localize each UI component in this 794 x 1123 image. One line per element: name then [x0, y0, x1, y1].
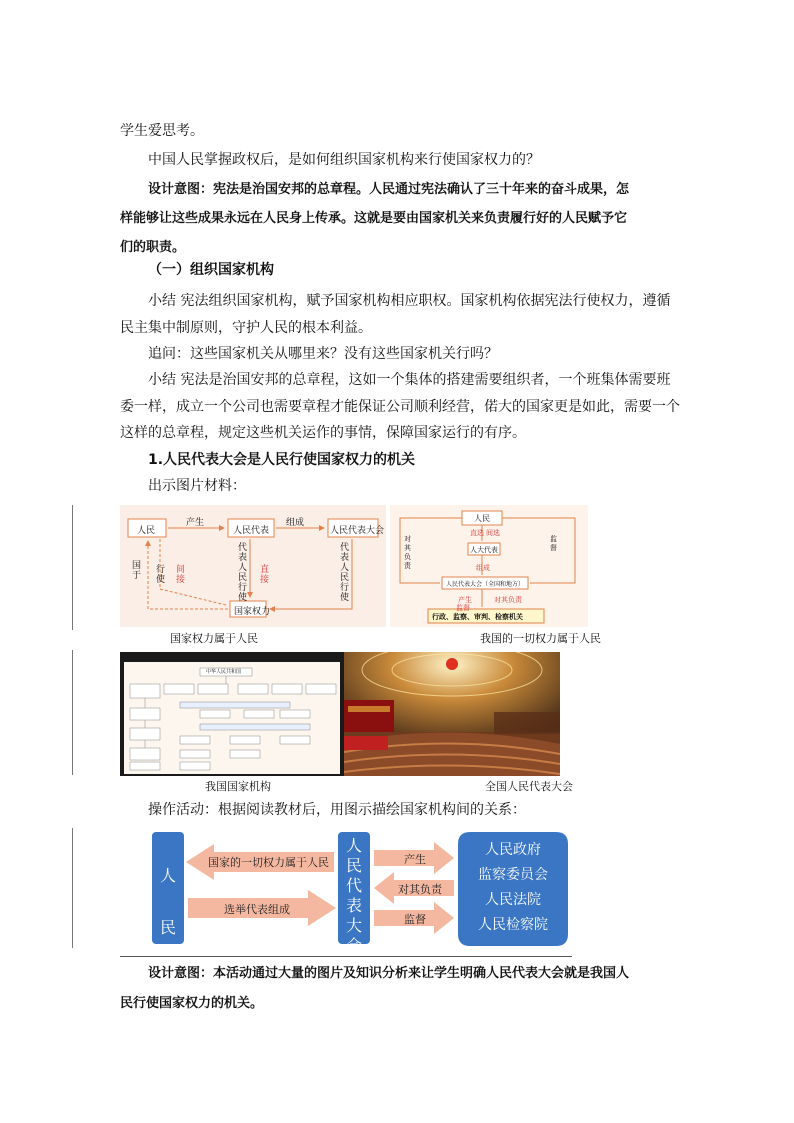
summary-1-line2: 民主集中制原则，守护人民的根本利益。	[120, 320, 372, 336]
design-intent-1-line2: 样能够让这些成果永远在人民身上传承。这就是要由国家机关来负责履行好的人民赋予它	[120, 211, 628, 226]
diagram-arrow-top: 国家的一切权力属于人民	[208, 856, 329, 869]
diagram-organ-supervision: 监察委员会	[478, 867, 548, 883]
fig1-produce: 产生	[186, 518, 205, 528]
diagram-arrow-bottom: 选举代表组成	[224, 903, 290, 916]
fig2-bottom: 行政、监察、审判、检察机关	[432, 613, 523, 621]
summary-2-line2: 委一样，成立一个公司也需要章程才能保证公司顺利经营，偌大的国家更是如此，需要一个	[120, 399, 680, 415]
fig1-people: 人民	[137, 526, 156, 536]
design-intent-2-line1: 设计意图：本活动通过大量的图片及知识分析来让学生明确人民代表大会就是我国人	[148, 966, 630, 981]
margin-bar	[72, 505, 73, 630]
figure-state-organs-chart	[120, 652, 344, 776]
fig1-vert2: 代表人民行使	[340, 543, 350, 603]
figure-power-belongs-to-people	[120, 505, 386, 627]
margin-bar	[72, 650, 73, 775]
diagram-responsible: 对其负责	[398, 883, 442, 896]
show-pictures-label: 出示图片材料：	[148, 478, 246, 494]
diagram-npc	[338, 836, 370, 956]
caption-figure-1: 国家权力属于人民	[170, 632, 258, 645]
fig2-people: 人民	[474, 514, 490, 523]
fig1-left-label2: 国于	[132, 561, 142, 581]
fig2-deputies: 人大代表	[470, 546, 498, 554]
diagram-organ-procuratorate: 人民检察院	[478, 917, 548, 933]
fig1-power: 国家权力	[234, 607, 271, 617]
diagram-organs	[458, 838, 568, 938]
question-paragraph: 中国人民掌握政权后，是如何组织国家机构来行使国家权力的？	[148, 152, 540, 168]
fig2-congress: 人民代表大会（全国和地方）	[446, 581, 525, 588]
fig1-vert1: 代表人民行使	[238, 543, 248, 603]
fig2-form: 组成	[476, 564, 490, 572]
section-heading-2: 1.人民代表大会是人民行使国家权力的机关	[148, 452, 416, 468]
fig2-right1: 监督	[550, 535, 557, 552]
caption-figure-3: 我国国家机构	[205, 780, 271, 793]
fig3-top: 中华人民共和国	[206, 669, 242, 675]
design-intent-1-line3: 们的职责。	[120, 240, 186, 255]
diagram-produce: 产生	[404, 853, 426, 866]
design-intent-1-line1: 设计意图：宪法是治国安邦的总章程。人民通过宪法确认了三十年来的奋斗成果，怎	[148, 182, 630, 197]
follow-up-question: 追问：这些国家机关从哪里来？没有这些国家机关行吗？	[148, 346, 498, 362]
fig2-elect2: 间选	[486, 529, 500, 537]
design-intent-2-line2: 民行使国家权力的机关。	[120, 996, 264, 1011]
fig1-direct: 直接	[260, 565, 270, 585]
section-heading-1: （一）组织国家机构	[148, 262, 274, 278]
diagram-people-label	[152, 850, 184, 954]
fig1-congress: 人民代表大会	[330, 526, 385, 536]
summary-1-line1: 小结 宪法组织国家机构，赋予国家机构相应职权。国家机构依据宪法行使权力，遵循	[148, 293, 671, 309]
fig2-produce: 产生	[458, 596, 472, 604]
fig1-indirect: 间接	[176, 565, 186, 585]
activity-instruction: 操作活动：根据阅读教材后，用图示描绘国家机构间的关系：	[148, 802, 526, 818]
summary-2-line1: 小结 宪法是治国安邦的总章程，这如一个集体的搭建需要组织者，一个班集体需要班	[148, 372, 671, 388]
fig1-left-label: 行使	[156, 565, 166, 585]
summary-2-line3: 这样的总章程，规定这些机关运作的事情，保障国家运行的有序。	[120, 425, 526, 441]
state-organs-relationship-diagram	[148, 828, 578, 955]
figure-all-power-belongs-to-people	[390, 505, 588, 627]
fig2-elect: 直选	[470, 529, 484, 537]
fig1-deputies: 人民代表	[233, 526, 270, 536]
diagram-organ-government: 人民政府	[485, 842, 541, 858]
fig2-supervise: 监督	[456, 604, 470, 612]
paragraph-continuation: 学生爱思考。	[120, 123, 204, 139]
photo-npc-hall	[344, 652, 560, 776]
diagram-npc-text: 人民代表大会	[346, 836, 363, 955]
fig1-form: 组成	[286, 518, 305, 528]
diagram-people-text: 人民	[160, 866, 177, 937]
fig2-responsible: 对其负责	[494, 596, 522, 604]
caption-figure-4: 全国人民代表大会	[485, 780, 573, 793]
divider-line	[120, 956, 572, 957]
caption-figure-2: 我国的一切权力属于人民	[480, 632, 601, 645]
diagram-supervise: 监督	[404, 913, 426, 926]
fig2-left1: 对其负责	[404, 535, 411, 570]
diagram-organ-court: 人民法院	[485, 892, 541, 908]
margin-bar	[72, 828, 73, 948]
